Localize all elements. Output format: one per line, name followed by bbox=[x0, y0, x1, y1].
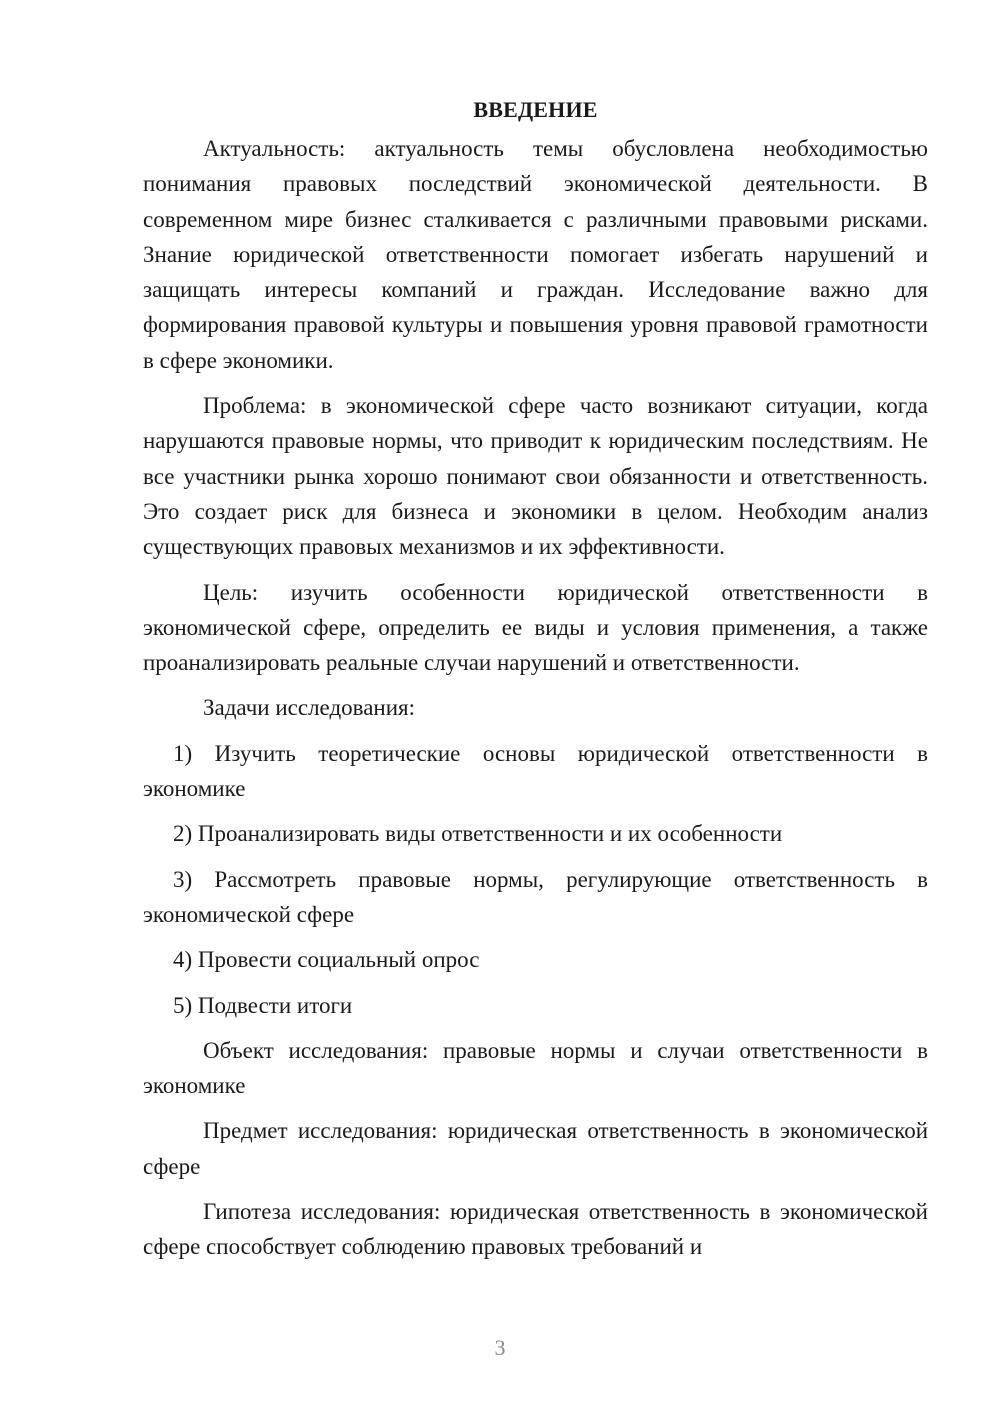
task-item-5: 5) Подвести итоги bbox=[173, 992, 353, 1018]
section-title: ВВЕДЕНИЕ bbox=[473, 97, 598, 122]
paragraph-hypothesis: Гипотеза исследования: юридическая ответственность в экономической сфере способствует соблюдению правовых требований и bbox=[143, 1199, 928, 1260]
document-body bbox=[143, 92, 928, 1275]
tasks-heading: Задачи исследования: bbox=[203, 695, 416, 721]
task-item-2: 2) Проанализировать виды ответственности и их особенности bbox=[173, 821, 783, 847]
paragraph-subject: Предмет исследования: юридическая ответственность в экономической сфере bbox=[143, 1118, 928, 1179]
paragraph-goal: Цель: изучить особенности юридической ответственности в экономической сфере, определить ее виды и условия применения, а также проанализировать реальные случаи нарушений и ответственности. bbox=[143, 579, 928, 676]
page-number: 3 bbox=[494, 1335, 506, 1360]
paragraph-problem: Проблема: в экономической сфере часто возникают ситуации, когда нарушаются правовые нормы, что приводит к юридическим последствиям. Не все участники рынка хорошо понимают свои обязанности и ответственность. Это создает риск для бизнеса и экономики в целом. Необходим анализ существующих правовых механизмов и их эффективности. bbox=[143, 393, 928, 560]
paragraph-object: Объект исследования: правовые нормы и случаи ответственности в экономике bbox=[143, 1037, 928, 1099]
task-item-1: 1) Изучить теоретические основы юридической ответственности в экономике bbox=[143, 740, 928, 802]
task-item-3: 3) Рассмотреть правовые нормы, регулирующие ответственность в экономической сфере bbox=[143, 866, 928, 927]
paragraph-relevance: Актуальность: актуальность темы обусловлена необходимостью понимания правовых последствий экономической деятельности. В современном мире бизнес сталкивается с различными правовыми рисками. Знание юридической ответственности помогает избегать нарушений и защищать интересы компаний и граждан. Исследование важно для формирования правовой культуры и повышения уровня правовой грамотности в сфере экономики. bbox=[143, 136, 928, 373]
task-item-4: 4) Провести социальный опрос bbox=[173, 947, 480, 973]
